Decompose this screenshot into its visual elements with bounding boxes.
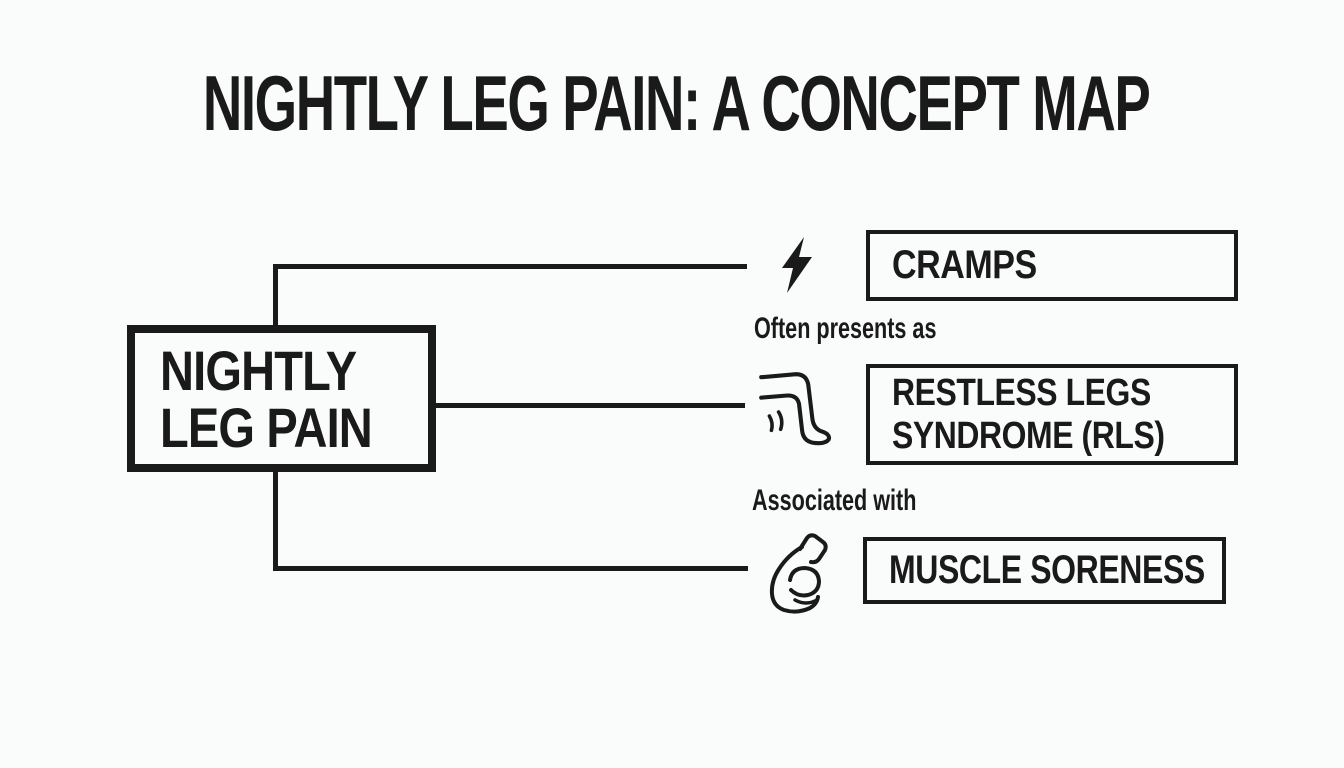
node-cramps-label: CRAMPS: [892, 243, 1037, 287]
node-cramps: [866, 230, 1238, 301]
node-soreness-label: MUSCLE SORENESS: [889, 548, 1205, 592]
node-restless-legs-syndrome: [866, 364, 1238, 465]
flexed-bicep-icon: [763, 533, 831, 615]
page-title: [0, 58, 1284, 149]
node-muscle-soreness: [863, 537, 1226, 604]
relation-label-often-presents-as: Often presents as: [754, 312, 937, 345]
node-rls-label-line2: SYNDROME (RLS): [892, 414, 1165, 457]
root-node-label-line1: NIGHTLY: [160, 338, 357, 402]
root-node-label-line2: LEG PAIN: [160, 395, 372, 459]
connector-to-cramps: [273, 264, 747, 269]
page-title-text: NIGHTLY LEG PAIN: A CONCEPT MAP: [202, 59, 1150, 147]
connector-to-rls: [430, 403, 745, 408]
root-node-nightly-leg-pain: [127, 325, 436, 472]
relation-label-associated-with: Associated with: [752, 484, 917, 517]
connector-to-soreness: [273, 566, 748, 571]
lightning-bolt-icon: [776, 236, 816, 294]
node-rls-label-line1: RESTLESS LEGS: [892, 371, 1151, 414]
shaking-leg-icon: [756, 367, 840, 461]
